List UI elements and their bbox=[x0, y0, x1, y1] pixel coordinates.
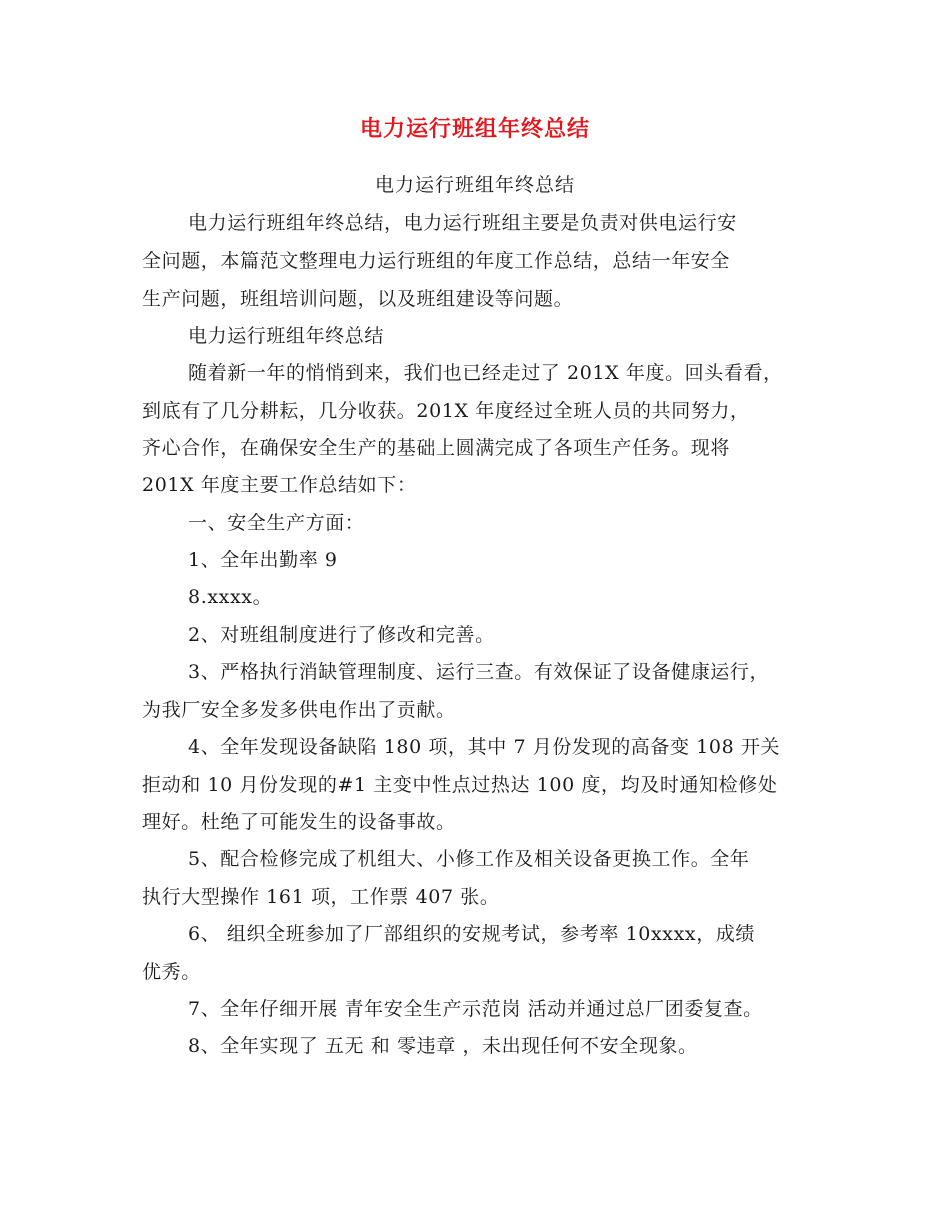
list-item: 8、全年实现了 五无 和 零违章 ，未出现任何不安全现象。 bbox=[188, 1035, 698, 1057]
list-item: 4、全年发现设备缺陷 180 项，其中 7 月份发现的高备变 108 开关 bbox=[188, 736, 781, 758]
list-item: 2、对班组制度进行了修改和完善。 bbox=[188, 624, 495, 646]
list-item: 3、严格执行消缺管理制度、运行三查。有效保证了设备健康运行， bbox=[188, 661, 770, 683]
list-item: 5、配合检修完成了机组大、小修工作及相关设备更换工作。全年 bbox=[188, 848, 750, 870]
document-subtitle: 电力运行班组年终总结 bbox=[374, 174, 575, 196]
list-item-continuation: 拒动和 10 月份发现的#1 主变中性点过热达 100 度，均及时通知检修处 bbox=[142, 774, 778, 796]
section-heading: 电力运行班组年终总结 bbox=[188, 325, 385, 347]
paragraph-line: 齐心合作，在确保安全生产的基础上圆满完成了各项生产任务。现将 bbox=[142, 437, 731, 459]
list-item-continuation: 理好。杜绝了可能发生的设备事故。 bbox=[142, 811, 456, 833]
document-title: 电力运行班组年终总结 bbox=[359, 116, 590, 142]
paragraph-line: 随着新一年的悄悄到来，我们也已经走过了 201X 年度。回头看看， bbox=[188, 362, 783, 384]
paragraph-line: 201X 年度主要工作总结如下： bbox=[142, 474, 417, 496]
paragraph-line: 生产问题，班组培训问题，以及班组建设等问题。 bbox=[142, 288, 574, 310]
list-item-continuation: 为我厂安全多发多供电作出了贡献。 bbox=[142, 699, 456, 721]
list-item-continuation: 8.xxxx。 bbox=[188, 586, 273, 608]
list-item: 1、全年出勤率 9 bbox=[188, 549, 338, 571]
list-item: 7、全年仔细开展 青年安全生产示范岗 活动并通过总厂团委复查。 bbox=[188, 998, 763, 1020]
list-item-continuation: 优秀。 bbox=[142, 961, 201, 983]
paragraph-line: 电力运行班组年终总结，电力运行班组主要是负责对供电运行安 bbox=[188, 212, 737, 234]
paragraph-line: 到底有了几分耕耘，几分收获。201X 年度经过全班人员的共同努力， bbox=[142, 400, 750, 422]
paragraph-line: 全问题，本篇范文整理电力运行班组的年度工作总结，总结一年安全 bbox=[142, 250, 731, 272]
list-item-continuation: 执行大型操作 161 项，工作票 407 张。 bbox=[142, 886, 500, 908]
section-heading: 一、安全生产方面： bbox=[188, 512, 365, 534]
list-item: 6、 组织全班参加了厂部组织的安规考试，参考率 10xxxx，成绩 bbox=[188, 923, 756, 945]
